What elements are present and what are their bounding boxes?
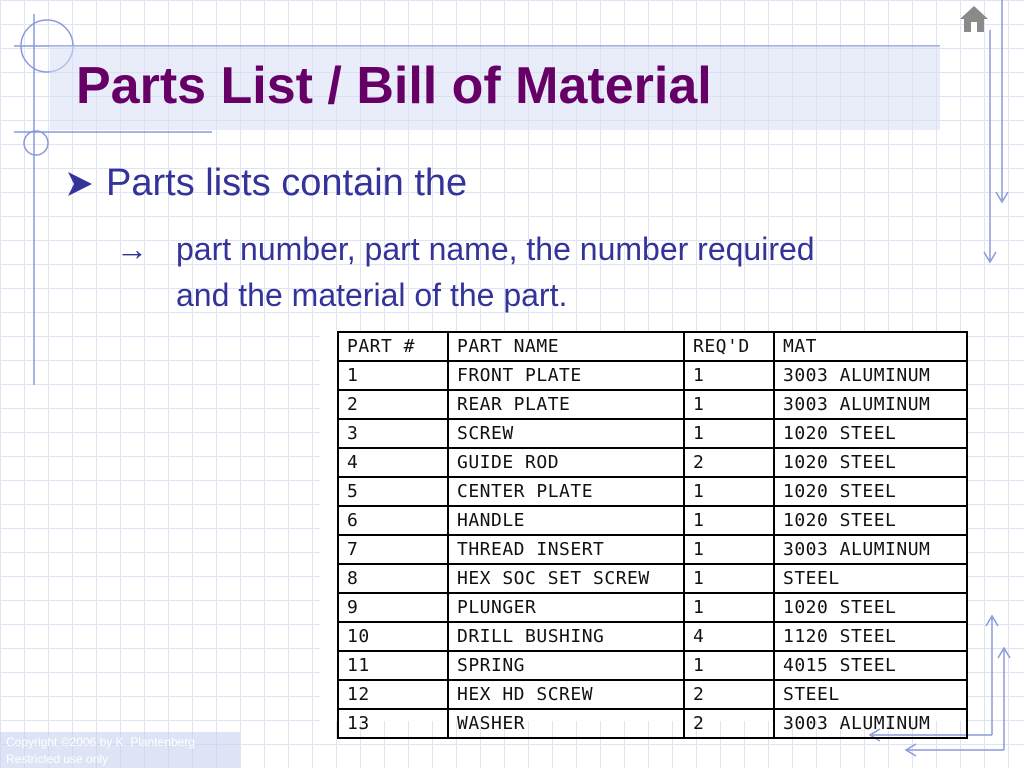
table-row [338,622,967,651]
part-name-cell: HANDLE [448,506,684,535]
material-cell: 1020 STEEL [774,593,967,622]
required-qty-cell: 1 [684,593,774,622]
part-name-cell: CENTER PLATE [448,477,684,506]
material-cell: 1020 STEEL [774,448,967,477]
part-name-cell: DRILL BUSHING [448,622,684,651]
part-name-cell: SCREW [448,419,684,448]
table-row [338,535,967,564]
part-name-cell: PLUNGER [448,593,684,622]
table-row [338,390,967,419]
usage-restriction-line: Restricted use only [6,752,109,766]
required-qty-cell: 4 [684,622,774,651]
part-number-cell: 9 [338,593,448,622]
part-number-cell: 4 [338,448,448,477]
material-cell: STEEL [774,680,967,709]
material-cell: 4015 STEEL [774,651,967,680]
sub-bullet-text: part number, part name, the number required and the material of the part. [176,231,815,313]
table-header-row [338,332,967,361]
required-qty-cell: 2 [684,709,774,738]
home-icon[interactable] [958,4,990,34]
part-number-cell: 13 [338,709,448,738]
header-cell-required: REQ'D [684,332,774,361]
table-row [338,361,967,390]
required-qty-cell: 2 [684,448,774,477]
header-cell-material: MAT [774,332,967,361]
required-qty-cell: 1 [684,477,774,506]
table-row [338,709,967,738]
sub-bullet-item [116,226,856,318]
part-number-cell: 2 [338,390,448,419]
table-row [338,564,967,593]
table-row [338,593,967,622]
part-number-cell: 10 [338,622,448,651]
required-qty-cell: 1 [684,535,774,564]
material-cell: 3003 ALUMINUM [774,390,967,419]
header-cell-part-name: PART NAME [448,332,684,361]
part-number-cell: 1 [338,361,448,390]
part-number-cell: 12 [338,680,448,709]
material-cell: 1020 STEEL [774,506,967,535]
required-qty-cell: 1 [684,651,774,680]
parts-list-table [320,331,968,734]
material-cell: 3003 ALUMINUM [774,709,967,738]
material-cell: 1120 STEEL [774,622,967,651]
required-qty-cell: 1 [684,361,774,390]
required-qty-cell: 2 [684,680,774,709]
table-row [338,680,967,709]
required-qty-cell: 1 [684,564,774,593]
material-cell: STEEL [774,564,967,593]
part-name-cell: REAR PLATE [448,390,684,419]
part-name-cell: WASHER [448,709,684,738]
part-number-cell: 7 [338,535,448,564]
slide-title: Parts List / Bill of Material [76,57,712,115]
table-row [338,419,967,448]
part-number-cell: 8 [338,564,448,593]
table-row [338,477,967,506]
material-cell: 1020 STEEL [774,419,967,448]
part-name-cell: HEX SOC SET SCREW [448,564,684,593]
bullet-item [64,162,467,205]
part-name-cell: THREAD INSERT [448,535,684,564]
part-number-cell: 5 [338,477,448,506]
table-row [338,506,967,535]
table-row [338,448,967,477]
material-cell: 3003 ALUMINUM [774,361,967,390]
header-cell-part-number: PART # [338,332,448,361]
material-cell: 3003 ALUMINUM [774,535,967,564]
part-name-cell: HEX HD SCREW [448,680,684,709]
table-row [338,651,967,680]
part-name-cell: GUIDE ROD [448,448,684,477]
part-number-cell: 6 [338,506,448,535]
required-qty-cell: 1 [684,419,774,448]
copyright-notice [0,732,240,768]
part-number-cell: 3 [338,419,448,448]
arrowhead-bullet-icon [64,164,96,204]
part-number-cell: 11 [338,651,448,680]
material-cell: 1020 STEEL [774,477,967,506]
part-name-cell: SPRING [448,651,684,680]
bullet-text: Parts lists contain the [106,162,468,204]
part-name-cell: FRONT PLATE [448,361,684,390]
right-arrow-icon: → [116,231,148,267]
required-qty-cell: 1 [684,506,774,535]
copyright-line: Copyright ©2006 by K. Plantenberg [6,735,195,749]
required-qty-cell: 1 [684,390,774,419]
